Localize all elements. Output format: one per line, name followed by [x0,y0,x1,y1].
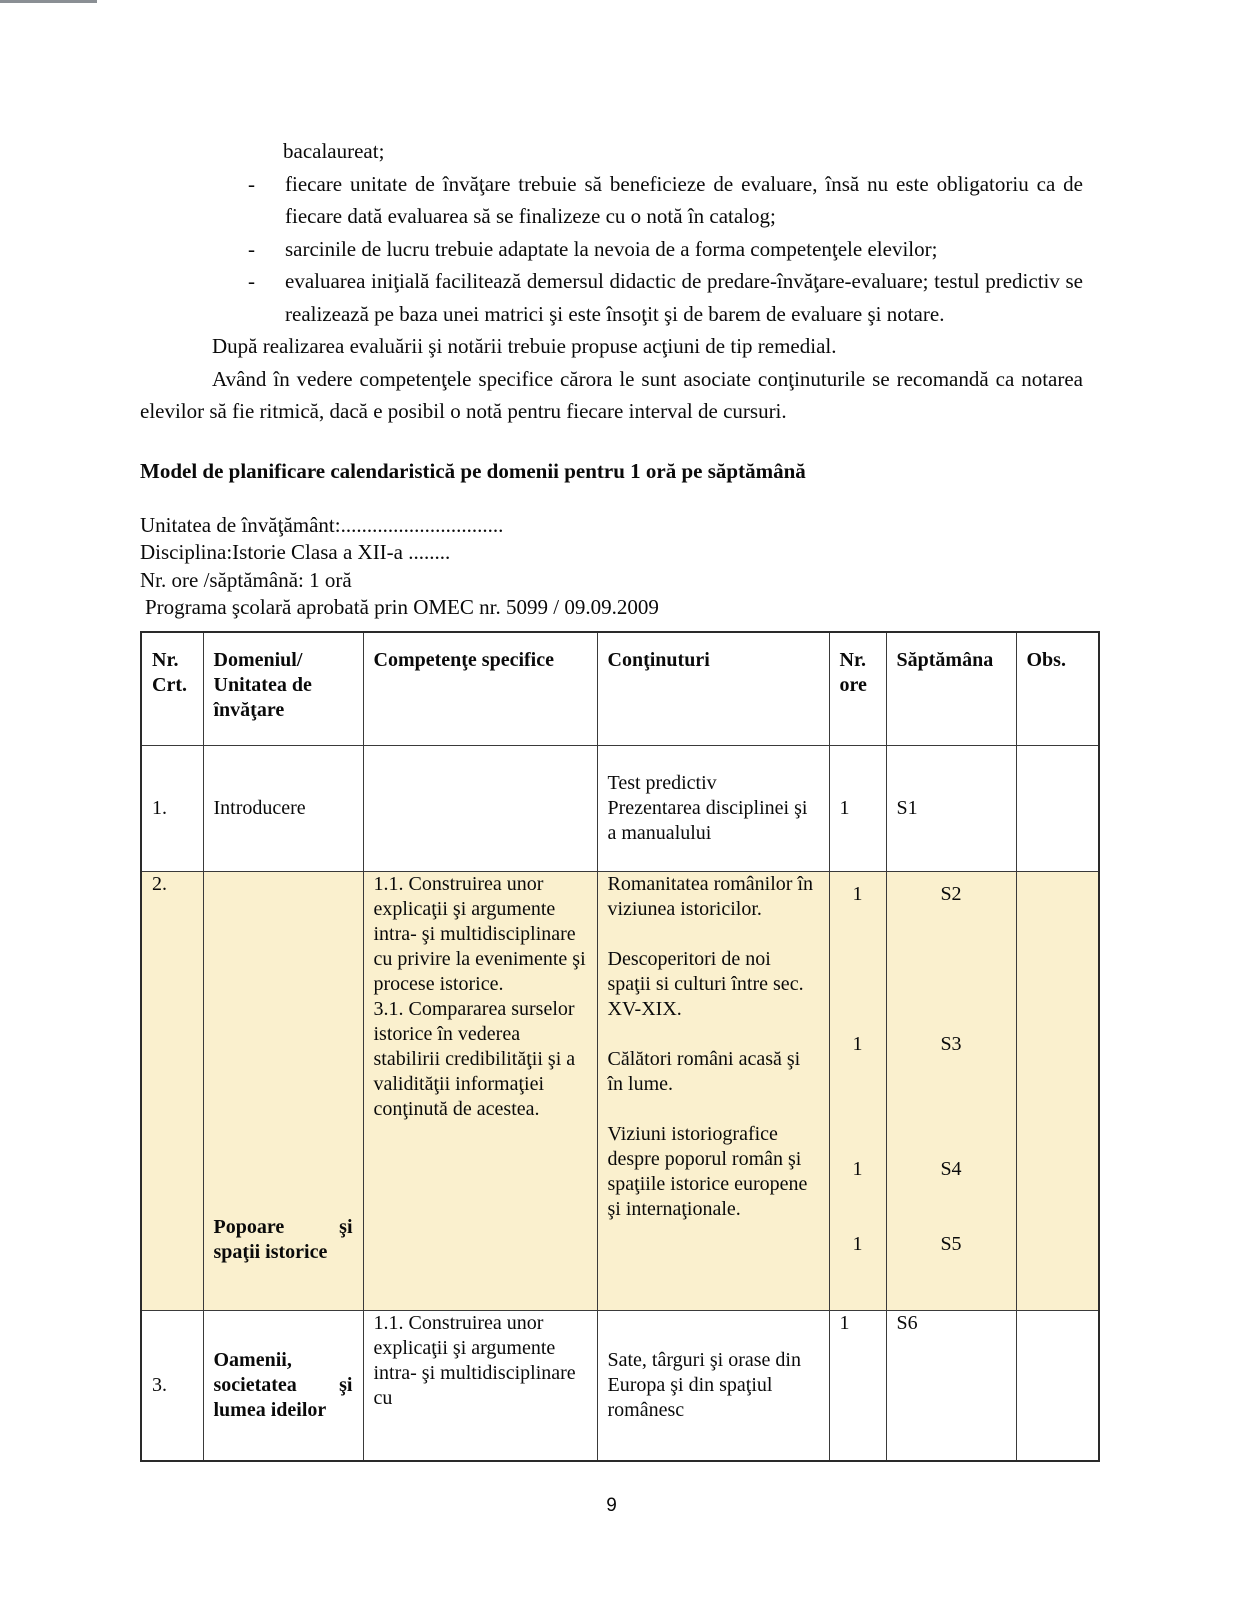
bullet-text: fiecare unitate de învăţare trebuie să beneficieze de evaluare, însă nu este obligatoriu ca de fiecare dată evaluarea să se finalizeze cu o notă în catalog; [285,171,1083,228]
hours-value: 1 [852,883,863,905]
cell-competences [363,746,597,872]
bullet-dash: - [248,236,255,261]
cell-week [886,872,1016,1311]
cell-obs [1016,1311,1099,1461]
bullet-dash: - [248,269,255,293]
table-header-row [141,632,1099,746]
header-cell-domain: Domeniul/ Unitatea de învăţare [203,632,363,746]
planning-table [140,631,1100,1462]
week-value: S2 [940,883,962,905]
cell-domain [203,872,363,1311]
domain-label: Oamenii, societatea şi lumea ideilor [213,1348,353,1421]
bullet-dash: - [248,171,255,196]
domain-label: Popoare şi spaţii istorice [213,1216,353,1263]
content-item: Viziuni istoriografice despre poporul român şi spaţiile istorice europene şi internaţionale. [607,1123,808,1220]
cell-competences: 1.1. Construirea unor explicaţii şi argumente intra- şi multidisciplinare cu [363,1311,597,1461]
bullet-continuation-line: bacalaureat; [283,139,385,163]
bullet-item [140,233,1083,266]
cell-hours: 1 [829,1311,886,1461]
cell-row-number: 2. [141,872,203,1311]
header-cell-nr-ore: Nr. ore [829,632,886,746]
competence-item: 1.1. Construirea unor explicaţii şi argumente intra- şi multidisciplinare cu privire la evenimente şi procese istorice. [373,873,586,995]
header-cell-obs: Obs. [1016,632,1099,746]
hours-value: 1 [852,1233,863,1255]
cell-contents: Sate, târguri şi orase din Europa şi din spaţiul românesc [597,1311,829,1461]
cell-contents [597,746,829,872]
bullet-item [140,168,1083,233]
cell-domain: Introducere [203,746,363,872]
header-cell-week: Săptămâna [886,632,1016,746]
cell-row-number: 3. [141,1311,203,1461]
section-title: Model de planificare calendaristică pe domenii pentru 1 oră pe săptămână [140,458,806,483]
table-row-highlighted [141,872,1099,1311]
content-item: Descoperitori de noi spaţii si culturi între sec. XV-XIX. [607,948,804,1020]
hours-value: 1 [852,1158,863,1180]
meta-line-program: Programa şcolară aprobată prin OMEC nr. 5099 / 09.09.2009 [145,595,659,619]
content-item: Călători români acasă şi în lume. [607,1048,801,1095]
competence-item: 3.1. Compararea surselor istorice în vederea stabilirii credibilităţii şi a validităţii informaţiei conţinută de acestea. [373,998,576,1120]
week-value: S5 [940,1233,962,1255]
header-cell-contents: Conţinuturi [597,632,829,746]
screenshot-edge-artifact [0,0,97,3]
hours-value: 1 [852,1033,863,1055]
cell-obs [1016,872,1099,1311]
cell-hours: 1 [829,746,886,872]
content-item: Test predictiv [607,772,717,794]
bullet-text: sarcinile de lucru trebuie adaptate la nevoia de a forma competenţele elevilor; [285,236,938,261]
meta-line-hours: Nr. ore /săptămână: 1 oră [140,567,352,592]
paragraph: Având în vedere competenţele specifice cărora le sunt asociate conţinuturile se recomandă ca notarea elevilor să fie ritmică, dacă e posibil o notă pentru fiecare interval de cursuri. [140,366,1083,423]
meta-line-discipline: Disciplina:Istorie Clasa a XII-a ........ [140,540,451,564]
table-row [141,1311,1099,1461]
page-number: 9 [606,1494,617,1516]
document-page [140,135,1083,1517]
meta-line-unit: Unitatea de învăţământ:............................... [140,512,504,537]
week-value: S4 [940,1158,962,1180]
cell-hours [829,872,886,1311]
cell-row-number: 1. [141,746,203,872]
cell-contents [597,872,829,1311]
header-cell-competences: Competenţe specifice [363,632,597,746]
content-item: Romanitatea românilor în viziunea istoricilor. [607,873,813,920]
header-cell-nr-crt: Nr. Crt. [141,632,203,746]
table-row [141,746,1099,872]
intro-section [140,135,1083,428]
bullet-item [140,265,1083,330]
content-item: Prezentarea disciplinei şi a manualului [607,797,808,844]
cell-obs [1016,746,1099,872]
cell-domain [203,1311,363,1461]
week-value: S3 [940,1033,962,1055]
bullet-text: evaluarea iniţială facilitează demersul didactic de predare-învăţare-evaluare; testul predictiv se realizează pe baza unei matrici şi este însoţit şi de barem de evaluare şi notare. [285,269,1083,326]
paragraph: După realizarea evaluării şi notării trebuie propuse acţiuni de tip remedial. [212,334,837,358]
cell-week: S6 [886,1311,1016,1461]
cell-competences [363,872,597,1311]
document-meta [140,512,1083,622]
cell-week: S1 [886,746,1016,872]
